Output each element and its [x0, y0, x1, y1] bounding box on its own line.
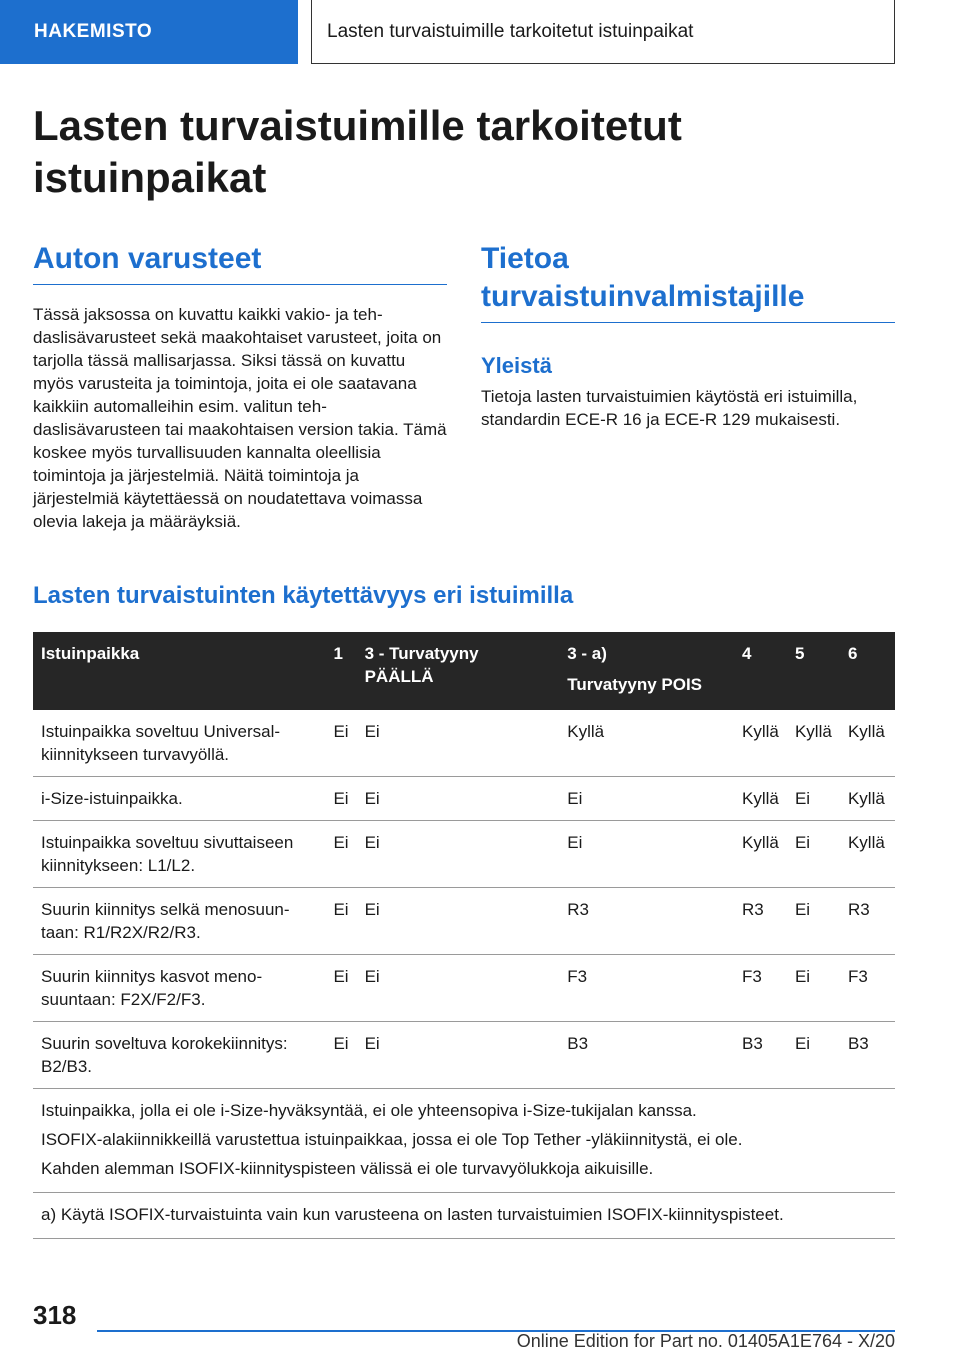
yleista-text: Tietoja lasten turvaistuimien käytöstä eri istuimilla, standardin ECE-R 16 ja ECE-R 129 mukaisesti. [481, 387, 858, 429]
page-title: Lasten turvaistuimille tarkoitetut istuinpaikat [33, 102, 682, 201]
table-footnote-cell [33, 1193, 895, 1239]
header-seat-position: Istuinpaikka [33, 632, 325, 710]
table-cell: Ei [559, 777, 734, 821]
table-cell: Ei [787, 1022, 840, 1089]
table-cell: Ei [357, 888, 560, 955]
table-cell: R3 [559, 888, 734, 955]
table-cell: Kyllä [840, 710, 895, 777]
table-cell: Ei [357, 710, 560, 777]
table-cell: Suurin soveltuva korokekiinnitys: B2/B3. [33, 1022, 325, 1089]
table-cell: Kyllä [734, 777, 787, 821]
table-section-heading: Lasten turvaistuinten käytettävyys eri istuimilla [33, 582, 574, 609]
yleista-heading: Yleistä [481, 353, 552, 378]
table-row [33, 821, 895, 888]
section-tab[interactable] [0, 0, 298, 64]
table-notes-row [33, 1089, 895, 1193]
table-note: ISOFIX-alakiinnikkeillä varustettua istuinpaikkaa, jossa ei ole Top Tether -yläkiinnitystä, ei ole. [41, 1130, 743, 1149]
table-cell: Ei [357, 821, 560, 888]
table-cell: Ei [325, 1022, 356, 1089]
table-cell: Ei [787, 888, 840, 955]
table-notes-cell [33, 1089, 895, 1193]
table-cell: Ei [787, 955, 840, 1022]
table-cell: Istuinpaikka soveltuu sivuttaiseen kiinnitykseen: L1/L2. [33, 821, 325, 888]
table-footnote: a) Käytä ISOFIX-turvaistuinta vain kun varusteena on lasten turvaistuimien ISOFIX-kiinnityspisteet. [41, 1205, 784, 1224]
header-seat-5: 5 [787, 632, 840, 710]
table-cell: Ei [325, 710, 356, 777]
tietoa-section [481, 240, 895, 431]
page-number: 318 [33, 1300, 77, 1330]
table-cell: Ei [357, 1022, 560, 1089]
auton-varusteet-heading: Auton varusteet [33, 240, 447, 285]
table-cell: Kyllä [734, 821, 787, 888]
table-note: Istuinpaikka, jolla ei ole i-Size-hyväksyntää, ei ole yhteensopiva i-Size-tukijalan kanssa. [41, 1101, 697, 1120]
table-cell: Ei [559, 821, 734, 888]
tietoa-heading: Tietoa turvaistuinvalmistajille [481, 240, 895, 323]
section-tab-label: HAKEMISTO [34, 21, 153, 42]
table-cell: Ei [325, 955, 356, 1022]
table-row [33, 955, 895, 1022]
table-footnote-row [33, 1193, 895, 1239]
table-cell: Kyllä [787, 710, 840, 777]
table-row [33, 1022, 895, 1089]
table-cell: i-Size-istuinpaikka. [33, 777, 325, 821]
table-cell: Ei [325, 777, 356, 821]
table-cell: Kyllä [734, 710, 787, 777]
table-header-row [33, 632, 895, 710]
table-cell: B3 [840, 1022, 895, 1089]
auton-varusteet-text: Tässä jaksossa on kuvattu kaikki vakio- ja tehdaslisävarusteet sekä maakohtaiset varusteet, joita on tarjolla tässä mallisarjassa. Siksi tässä on kuvattu myös varusteita ja toimintoja, joita ei ole saatavana kaikkiin automalleihin esim. valitun tehdaslisävarusteen tai maakohtaisen version takia. Tämä koskee myös turvallisuuden kannalta oleellisia toimintoja ja järjestelmiä. Näitä toimintoja ja järjestelmiä käytettäessä on noudatettava voimassa olevia lakeja ja määräyksiä. [33, 305, 447, 531]
seat-usability-table [33, 632, 895, 1239]
header-seat-6: 6 [840, 632, 895, 710]
footer-edition: Online Edition for Part no. 01405A1E764 - X/20 [516, 1331, 895, 1351]
auton-varusteet-section [33, 240, 447, 533]
table-cell: Kyllä [840, 821, 895, 888]
table-cell: Ei [787, 777, 840, 821]
table-cell: Kyllä [559, 710, 734, 777]
table-cell: Istuinpaikka soveltuu Universal-kiinnitykseen turvavyöllä. [33, 710, 325, 777]
table-row [33, 710, 895, 777]
table-cell: Suurin kiinnitys selkä menosuuntaan: R1/R2X/R2/R3. [33, 888, 325, 955]
table-cell: F3 [734, 955, 787, 1022]
table-cell: Ei [357, 955, 560, 1022]
table-note: Kahden alemman ISOFIX-kiinnityspisteen välissä ei ole turvavyölukkoja aikuisille. [41, 1159, 654, 1178]
table-cell: F3 [840, 955, 895, 1022]
header-seat-3-airbag-off [559, 632, 734, 710]
table-cell: Suurin kiinnitys kasvot menosuuntaan: F2X/F2/F3. [33, 955, 325, 1022]
header-seat-3a-label: 3 - a) [567, 644, 607, 663]
table-cell: Kyllä [840, 777, 895, 821]
table-row [33, 777, 895, 821]
header-airbag-off-label: Turvatyyny POIS [567, 675, 703, 694]
header-seat-4: 4 [734, 632, 787, 710]
table-cell: Ei [325, 821, 356, 888]
header-seat-1: 1 [325, 632, 356, 710]
table-cell: Ei [325, 888, 356, 955]
table-cell: R3 [734, 888, 787, 955]
table-cell: Ei [357, 777, 560, 821]
table-cell: R3 [840, 888, 895, 955]
table-row [33, 888, 895, 955]
table-cell: B3 [559, 1022, 734, 1089]
chapter-tab[interactable] [311, 0, 895, 64]
table-cell: Ei [787, 821, 840, 888]
chapter-tab-label: Lasten turvaistuimille tarkoitetut istuinpaikat [327, 20, 694, 42]
table-cell: B3 [734, 1022, 787, 1089]
table-cell: F3 [559, 955, 734, 1022]
header-seat-3-airbag-on: 3 - Turvatyyny PÄÄLLÄ [357, 632, 560, 710]
